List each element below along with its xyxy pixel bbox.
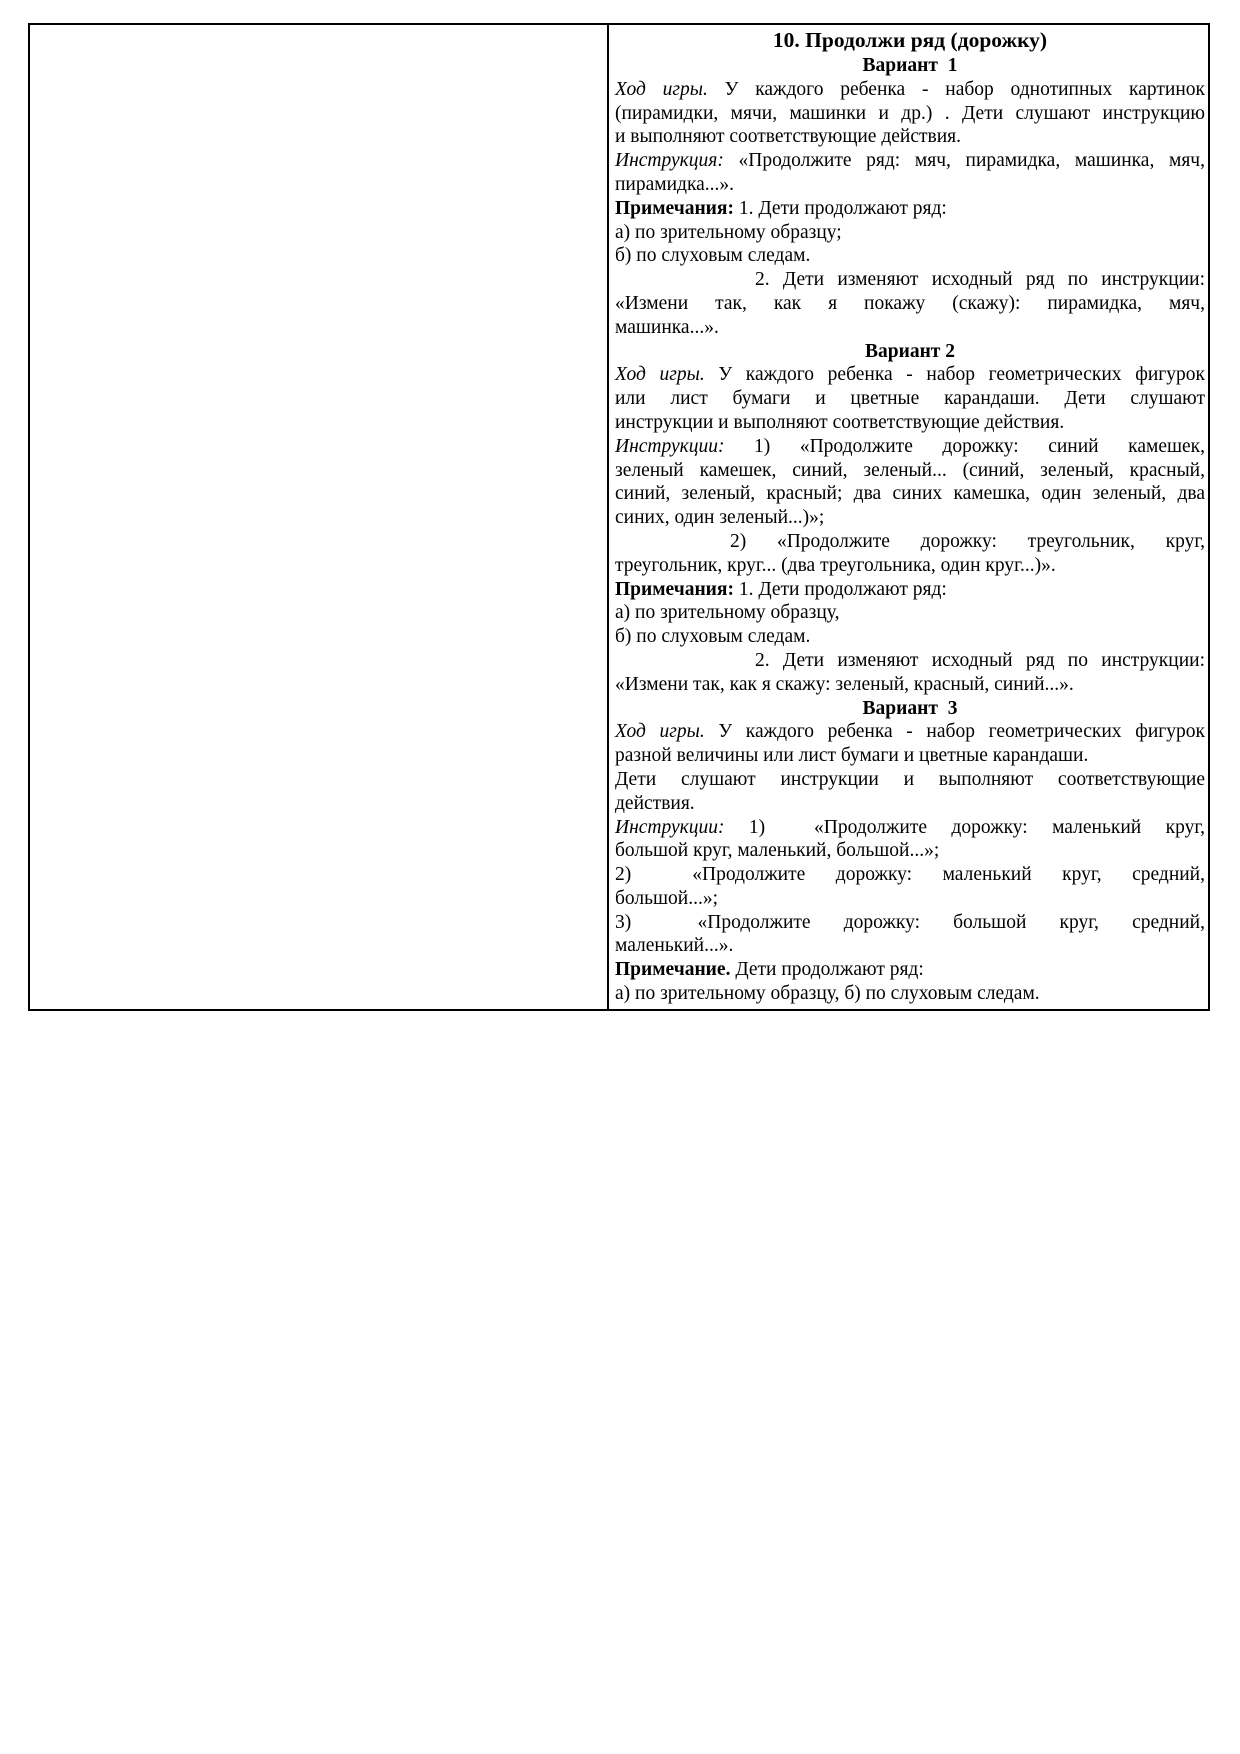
line-text: а) по зрительному образцу; xyxy=(615,221,842,243)
lead-text: Инструкции: xyxy=(615,435,725,457)
text-line xyxy=(615,78,1205,102)
line-text: У каждого ребенка - набор однотипных картинок xyxy=(707,78,1205,100)
lead-text: Ход игры. xyxy=(615,78,708,100)
empty-left-cell xyxy=(30,25,609,1009)
text-line xyxy=(615,768,1205,792)
text-line xyxy=(615,601,1205,625)
lead-text: Примечание. xyxy=(615,959,731,981)
line-text: 1. Дети продолжают ряд: xyxy=(733,197,947,219)
line-text: У каждого ребенка - набор геометрических фигурок xyxy=(704,721,1205,743)
line-text: б) по слуховым следам. xyxy=(615,245,811,267)
line-text: а) по зрительному образцу, xyxy=(615,602,840,624)
text-line xyxy=(615,435,1205,459)
lead-text: Ход игры. xyxy=(615,364,705,386)
line-text: 3) «Продолжите дорожку: большой круг, средний, xyxy=(615,911,1205,933)
text-line xyxy=(615,887,1205,911)
text-line xyxy=(615,744,1205,768)
line-text: «Продолжите ряд: мяч, пирамидка, машинка, мяч, xyxy=(723,150,1205,172)
text-line xyxy=(615,863,1205,887)
text-line xyxy=(615,673,1205,697)
text-line xyxy=(615,530,1205,554)
text-line xyxy=(615,173,1205,197)
line-text: «Измени так, как я покажу (скажу): пирамидка, мяч, xyxy=(615,292,1205,314)
text-line xyxy=(615,720,1205,744)
game-title: 10. Продолжи ряд (дорожку) xyxy=(772,28,1048,52)
line-text: б) по слуховым следам. xyxy=(615,626,811,648)
content-cell xyxy=(609,25,1208,1009)
text-line xyxy=(615,125,1205,149)
line-text: 1) «Продолжите дорожку: синий камешек, xyxy=(724,435,1205,457)
line-text: разной величины или лист бумаги и цветные карандаши. xyxy=(615,745,1089,767)
lead-text: Ход игры. xyxy=(615,721,705,743)
line-text: действия. xyxy=(615,792,695,814)
line-text: треугольник, круг... (два треугольника, один круг...)». xyxy=(615,554,1056,576)
content-table xyxy=(28,23,1210,1011)
text-line xyxy=(615,649,1205,673)
variant-1-heading: Вариант 1 xyxy=(862,55,958,76)
line-text: (пирамидки, мячи, машинки и др.) . Дети слушают инструкцию xyxy=(615,102,1205,124)
line-text: маленький...». xyxy=(615,935,734,957)
text-line xyxy=(615,482,1205,506)
line-text: 1. Дети продолжают ряд: xyxy=(733,578,947,600)
lead-text: Инструкции: xyxy=(615,816,725,838)
text-line xyxy=(615,292,1205,316)
line-text: «Измени так, как я скажу: зеленый, красный, синий...». xyxy=(615,673,1074,695)
text-line xyxy=(615,982,1205,1006)
variant-3-heading: Вариант 3 xyxy=(862,697,958,719)
line-text: инструкции и выполняют соответствующие действия. xyxy=(615,411,1065,433)
line-text: синих, один зеленый...)»; xyxy=(615,507,825,529)
text-line xyxy=(615,934,1205,958)
text-line xyxy=(615,459,1205,483)
lead-text: Инструкция: xyxy=(615,150,724,172)
line-text: пирамидка...». xyxy=(615,173,735,195)
text-line xyxy=(615,625,1205,649)
text-line xyxy=(615,363,1205,387)
lead-text: Примечания: xyxy=(615,578,734,600)
text-line xyxy=(615,578,1205,602)
line-text: 2. Дети изменяют исходный ряд по инструкции: xyxy=(755,269,1205,291)
line-text: машинка...». xyxy=(615,316,719,338)
line-text: зеленый камешек, синий, зеленый... (синий, зеленый, красный, xyxy=(615,459,1205,481)
text-line xyxy=(615,554,1205,578)
text-line xyxy=(615,268,1205,292)
line-text: или лист бумаги и цветные карандаши. Дети слушают xyxy=(615,388,1205,410)
text-line xyxy=(615,221,1205,245)
text-line xyxy=(615,149,1205,173)
text-line xyxy=(615,316,1205,340)
line-text: синий, зеленый, красный; два синих камешка, один зеленый, два xyxy=(615,483,1205,505)
line-text: 2) «Продолжите дорожку: маленький круг, средний, xyxy=(615,864,1205,886)
line-text: 1) «Продолжите дорожку: маленький круг, xyxy=(724,816,1205,838)
lead-text: Примечания: xyxy=(615,197,734,219)
line-text: а) по зрительному образцу, б) по слуховым следам. xyxy=(615,983,1040,1005)
text-line xyxy=(615,197,1205,221)
text-line xyxy=(615,387,1205,411)
variant-2-heading: Вариант 2 xyxy=(864,340,956,362)
text-line xyxy=(615,839,1205,863)
line-text: 2) «Продолжите дорожку: треугольник, круг, xyxy=(730,530,1205,552)
text-line xyxy=(615,244,1205,268)
text-line xyxy=(615,506,1205,530)
text-line xyxy=(615,411,1205,435)
line-text: большой круг, маленький, большой...»; xyxy=(615,840,940,862)
line-text: Дети продолжают ряд: xyxy=(730,959,924,981)
text-line xyxy=(615,792,1205,816)
line-text: большой...»; xyxy=(615,887,719,909)
text-line xyxy=(615,816,1205,840)
line-text: и выполняют соответствующие действия. xyxy=(615,126,962,148)
text-line xyxy=(615,102,1205,126)
text-line xyxy=(615,911,1205,935)
line-text: У каждого ребенка - набор геометрических фигурок xyxy=(704,364,1205,386)
text-line xyxy=(615,958,1205,982)
line-text: Дети слушают инструкции и выполняют соответствующие xyxy=(615,768,1205,790)
line-text: 2. Дети изменяют исходный ряд по инструкции: xyxy=(755,649,1205,671)
